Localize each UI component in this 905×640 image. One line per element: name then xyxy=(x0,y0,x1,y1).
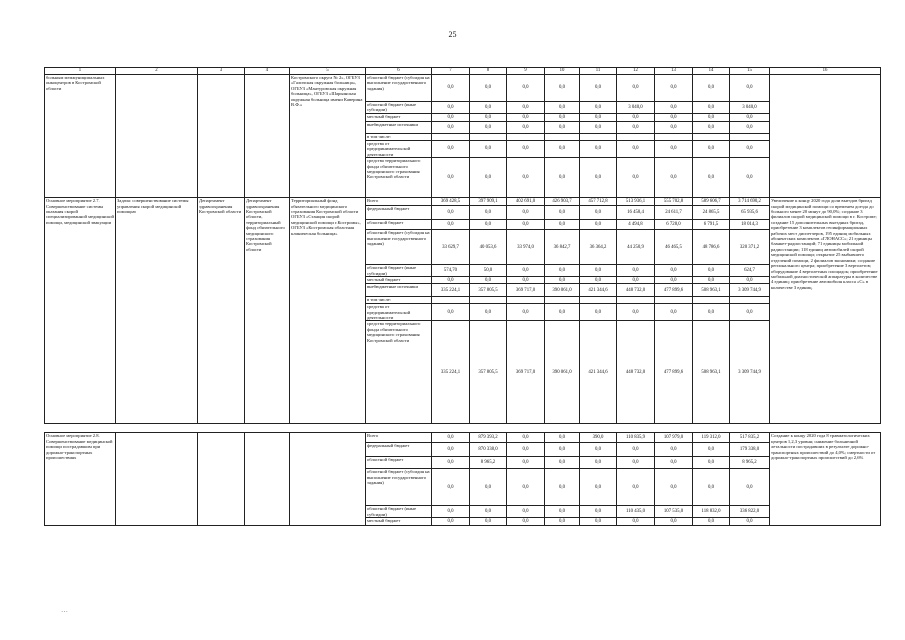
value-cell xyxy=(545,297,580,304)
value-cell: 0,0 xyxy=(693,457,730,469)
value-cell: 0,0 xyxy=(507,75,545,102)
value-cell: 0,0 xyxy=(545,277,580,284)
value-cell: 0,0 xyxy=(617,158,655,198)
value-cell: 179 338,0 xyxy=(730,443,770,457)
value-cell: 0,0 xyxy=(693,304,730,321)
value-cell: 0,0 xyxy=(470,158,507,198)
value-cell: 0,0 xyxy=(470,506,507,518)
value-cell: 44 250,9 xyxy=(617,230,655,265)
value-cell: 0,0 xyxy=(545,433,580,443)
value-cell: 0,0 xyxy=(655,304,693,321)
funding-source-cell: внебюджетные источники xyxy=(366,122,432,134)
value-cell: 0,0 xyxy=(545,102,580,114)
value-cell xyxy=(507,297,545,304)
value-cell xyxy=(655,297,693,304)
value-cell: 3 309 744,9 xyxy=(730,321,770,424)
value-cell: 0,0 xyxy=(617,457,655,469)
value-cell: 0,0 xyxy=(432,457,470,469)
value-cell: 369 717,0 xyxy=(507,321,545,424)
value-cell: 320 371,2 xyxy=(730,230,770,265)
value-cell xyxy=(545,134,580,141)
value-cell: 0,0 xyxy=(432,141,470,158)
value-cell: 0,0 xyxy=(545,469,580,506)
value-cell: 0,0 xyxy=(730,114,770,122)
value-cell: 110 835,9 xyxy=(617,433,655,443)
value-cell: 0,0 xyxy=(693,114,730,122)
value-cell: 24 611,7 xyxy=(655,206,693,220)
value-cell: 0,0 xyxy=(693,277,730,284)
column-number: 13 xyxy=(655,68,693,75)
value-cell: 0,0 xyxy=(730,141,770,158)
value-cell xyxy=(507,134,545,141)
value-cell: 0,0 xyxy=(432,158,470,198)
value-cell: 0,0 xyxy=(580,122,617,134)
value-cell: 36 364,2 xyxy=(580,230,617,265)
expected-result-cell: Увеличение к концу 2020 года доли выездов бригад скорой медицинской помощи со временем доезда до больного менее 20 минут до 90,0%; создание 3 филиалов скорой медицинской помощи в г. Костроме; создание 15 дополнительных выездных бригад, приобретение 3 комплектов геоинформационных рабочих мест диспетчеров, 195 единиц мобильных абонентских комплектов «ГЛОНАСС»; 21 единицы бланкет-радиостанций; 71 единицы мобильной радиостанции; 118 единиц автомобилей скорой медицинской помощи; открытие 25 выбывшего отделений помощи, 2 филиалов экономики; создание регионального центра; приобретение 3 вертолетов; оборудование 4 вертолетных площадок; приобретение мобильной диагностической аппаратуры в количестве 4 единиц; приобретение автомобиля класса «С» в количестве 3 единиц. xyxy=(770,198,881,424)
value-cell: 0,0 xyxy=(730,277,770,284)
value-cell: 0,0 xyxy=(470,102,507,114)
value-cell: 0,0 xyxy=(507,122,545,134)
value-cell: 0,0 xyxy=(655,75,693,102)
value-cell: 477 899,6 xyxy=(655,284,693,297)
value-cell: 8 965,2 xyxy=(470,457,507,469)
value-cell: 0,0 xyxy=(545,141,580,158)
task-cell xyxy=(116,75,198,198)
value-cell: 0,0 xyxy=(470,141,507,158)
value-cell: 0,0 xyxy=(655,443,693,457)
value-cell: 48 786,6 xyxy=(693,230,730,265)
value-cell: 50,0 xyxy=(470,265,507,277)
value-cell: 0,0 xyxy=(580,469,617,506)
value-cell: 0,0 xyxy=(507,206,545,220)
value-cell: 24 865,5 xyxy=(693,206,730,220)
value-cell: 6 791,5 xyxy=(693,220,730,230)
value-cell: 0,0 xyxy=(655,518,693,526)
value-cell: 0,0 xyxy=(507,141,545,158)
value-cell xyxy=(730,134,770,141)
value-cell: 0,0 xyxy=(655,102,693,114)
value-cell: 0,0 xyxy=(617,265,655,277)
table-row xyxy=(45,433,881,443)
value-cell: 0,0 xyxy=(432,304,470,321)
value-cell: 0,0 xyxy=(693,158,730,198)
value-cell: 0,0 xyxy=(617,518,655,526)
value-cell: 0,0 xyxy=(617,469,655,506)
value-cell: 40 053,6 xyxy=(470,230,507,265)
funding-source-cell: местный бюджет xyxy=(366,518,432,526)
value-cell: 517 835,2 xyxy=(730,433,770,443)
value-cell: 0,0 xyxy=(580,158,617,198)
column-number: 2 xyxy=(116,68,198,75)
funding-source-cell: областной бюджет (иные субсидии) xyxy=(366,506,432,518)
column-number: 4 xyxy=(245,68,290,75)
value-cell: 357 805,5 xyxy=(470,321,507,424)
value-cell: 426 903,7 xyxy=(545,198,580,206)
value-cell: 0,0 xyxy=(693,518,730,526)
column-number: 5 xyxy=(290,68,366,75)
value-cell: 508 963,1 xyxy=(693,321,730,424)
value-cell: 0,0 xyxy=(470,220,507,230)
value-cell: 46 465,5 xyxy=(655,230,693,265)
coordinator-cell xyxy=(198,75,245,198)
task-cell xyxy=(116,433,198,526)
column-number: 9 xyxy=(507,68,545,75)
funding-source-cell: внебюджетные источники xyxy=(366,284,432,297)
value-cell: 0,0 xyxy=(617,75,655,102)
value-cell xyxy=(693,134,730,141)
funding-source-cell: федеральный бюджет xyxy=(366,206,432,220)
value-cell: 0,0 xyxy=(693,75,730,102)
value-cell: 0,0 xyxy=(432,518,470,526)
column-number: 8 xyxy=(470,68,507,75)
value-cell: 0,0 xyxy=(580,102,617,114)
participant-cell: Территориальный фонд обязательного медицинского страхования Костромской области ОГБУЗ «Станция скорой медицинской помощи г.Костромы», ОГБУЗ «Костромская областная клиническая больница» xyxy=(290,198,366,424)
activity-name-cell: больным межмуниципальных онкоцентров в Костромской области xyxy=(45,75,116,198)
value-cell xyxy=(693,297,730,304)
value-cell: 0,0 xyxy=(432,102,470,114)
value-cell: 0,0 xyxy=(580,75,617,102)
funding-source-cell: федеральный бюджет xyxy=(366,443,432,457)
value-cell: 421 344,6 xyxy=(580,321,617,424)
value-cell: 0,0 xyxy=(470,518,507,526)
value-cell: 448 732,0 xyxy=(617,284,655,297)
value-cell: 335 224,1 xyxy=(432,284,470,297)
column-number: 7 xyxy=(432,68,470,75)
value-cell: 0,0 xyxy=(580,457,617,469)
funding-source-cell: Всего xyxy=(366,198,432,206)
funding-source-cell: областной бюджет (субсидия на выполнение государственного задания) xyxy=(366,75,432,102)
value-cell: 0,0 xyxy=(507,443,545,457)
page-mark: … xyxy=(61,606,68,614)
value-cell: 421 344,6 xyxy=(580,284,617,297)
value-cell: 369 717,0 xyxy=(507,284,545,297)
value-cell: 574,70 xyxy=(432,265,470,277)
value-cell xyxy=(470,297,507,304)
value-cell: 107 979,0 xyxy=(655,433,693,443)
value-cell: 0,0 xyxy=(655,277,693,284)
value-cell: 0,0 xyxy=(545,457,580,469)
value-cell: 0,0 xyxy=(545,75,580,102)
value-cell: 0,0 xyxy=(730,122,770,134)
value-cell: 0,0 xyxy=(545,304,580,321)
value-cell: 390 061,0 xyxy=(545,284,580,297)
funding-source-cell: средства территориального фонда обязательного медицинского страхования Костромской области xyxy=(366,158,432,198)
value-cell: 18 014,3 xyxy=(730,220,770,230)
value-cell: 0,0 xyxy=(655,141,693,158)
value-cell: 0,0 xyxy=(580,506,617,518)
value-cell: 0,0 xyxy=(580,141,617,158)
value-cell: 0,0 xyxy=(507,158,545,198)
value-cell: 0,0 xyxy=(432,506,470,518)
value-cell: 0,0 xyxy=(507,304,545,321)
value-cell: 0,0 xyxy=(730,158,770,198)
table-body xyxy=(45,68,881,526)
value-cell: 0,0 xyxy=(580,443,617,457)
value-cell: 0,0 xyxy=(580,265,617,277)
value-cell: 0,0 xyxy=(545,114,580,122)
value-cell: 0,0 xyxy=(507,433,545,443)
value-cell: 0,0 xyxy=(730,75,770,102)
value-cell: 33 974,0 xyxy=(507,230,545,265)
value-cell: 0,0 xyxy=(470,122,507,134)
value-cell: 16 458,4 xyxy=(617,206,655,220)
table-row xyxy=(45,198,881,206)
value-cell: 0,0 xyxy=(730,518,770,526)
funding-source-cell: средства территориального фонда обязательного медицинского страхования Костромской области xyxy=(366,321,432,424)
column-number: 6 xyxy=(366,68,432,75)
value-cell: 3 309 744,9 xyxy=(730,284,770,297)
value-cell: 0,0 xyxy=(470,206,507,220)
value-cell: 0,0 xyxy=(655,122,693,134)
value-cell: 0,0 xyxy=(507,457,545,469)
value-cell: 118 832,0 xyxy=(693,506,730,518)
value-cell: 0,0 xyxy=(693,265,730,277)
funding-source-cell: областной бюджет (иные субсидии) xyxy=(366,102,432,114)
value-cell: 457 712,8 xyxy=(580,198,617,206)
funding-source-cell: в том числе: xyxy=(366,134,432,141)
value-cell: 0,0 xyxy=(545,122,580,134)
value-cell: 0,0 xyxy=(507,220,545,230)
value-cell: 0,0 xyxy=(470,304,507,321)
value-cell: 3 714 690,2 xyxy=(730,198,770,206)
column-number: 14 xyxy=(693,68,730,75)
value-cell: 0,0 xyxy=(507,469,545,506)
value-cell: 4 494,8 xyxy=(617,220,655,230)
value-cell xyxy=(580,297,617,304)
value-cell: 477 899,6 xyxy=(655,321,693,424)
value-cell: 0,0 xyxy=(580,206,617,220)
value-cell: 0,0 xyxy=(507,277,545,284)
value-cell: 870 338,0 xyxy=(470,443,507,457)
budget-table xyxy=(44,67,881,526)
value-cell: 0,0 xyxy=(507,518,545,526)
value-cell: 36 842,7 xyxy=(545,230,580,265)
column-number: 1 xyxy=(45,68,116,75)
value-cell: 0,0 xyxy=(617,304,655,321)
activity-name-cell: Основное мероприятие 2.8. Совершенствование медицинской помощи пострадавшим при дорожно-транспортных происшествиях xyxy=(45,433,116,526)
value-cell: 0,0 xyxy=(545,443,580,457)
value-cell: 33 629,7 xyxy=(432,230,470,265)
funding-source-cell: средства от предпринимательской деятельности xyxy=(366,304,432,321)
column-number: 12 xyxy=(617,68,655,75)
value-cell: 390 061,0 xyxy=(545,321,580,424)
task-cell: Задача: совершенствование системы управления скорой медицинской помощью xyxy=(116,198,198,424)
column-number: 3 xyxy=(198,68,245,75)
page-number: 25 xyxy=(448,30,457,39)
executor-cell xyxy=(245,433,290,526)
value-cell: 0,0 xyxy=(507,265,545,277)
column-number-row xyxy=(45,68,881,75)
value-cell: 624,7 xyxy=(730,265,770,277)
coordinator-cell xyxy=(198,433,245,526)
value-cell: 0,0 xyxy=(545,220,580,230)
value-cell xyxy=(432,134,470,141)
value-cell: 0,0 xyxy=(730,304,770,321)
value-cell: 357 805,5 xyxy=(470,284,507,297)
funding-source-cell: местный бюджет xyxy=(366,277,432,284)
value-cell: 6 728,0 xyxy=(655,220,693,230)
value-cell: 110 435,0 xyxy=(617,506,655,518)
value-cell: 3 040,0 xyxy=(617,102,655,114)
executor-cell: Департамент здравоохранения Костромской области, территориальный фонд обязательного медицинского страхования Костромской области xyxy=(245,198,290,424)
expected-result-cell xyxy=(770,75,881,198)
value-cell: 402 691,0 xyxy=(507,198,545,206)
value-cell: 448 732,0 xyxy=(617,321,655,424)
value-cell xyxy=(730,297,770,304)
value-cell: 0,0 xyxy=(432,114,470,122)
value-cell: 0,0 xyxy=(545,206,580,220)
expected-result-cell: Создание к концу 2020 года 8 травматологических центров 1,2,3 уровня; снижение больничной летальности пострадавших в результате дорожно-транспортных происшествий до 4,0%; смертности от дорожно-транспортных происшествий до 2,6% xyxy=(770,433,881,526)
funding-source-cell: областной бюджет (субсидия на выполнение государственного задания) xyxy=(366,230,432,265)
column-number: 16 xyxy=(770,68,881,75)
value-cell: 390,0 xyxy=(580,433,617,443)
column-number: 11 xyxy=(580,68,617,75)
column-number: 15 xyxy=(730,68,770,75)
block-spacer xyxy=(45,424,881,433)
table-row xyxy=(45,75,881,102)
value-cell: 0,0 xyxy=(545,506,580,518)
spacer-cell xyxy=(45,424,881,433)
value-cell: 0,0 xyxy=(617,141,655,158)
value-cell: 0,0 xyxy=(432,220,470,230)
funding-source-cell: Всего xyxy=(366,433,432,443)
value-cell: 0,0 xyxy=(470,469,507,506)
value-cell: 555 702,8 xyxy=(655,198,693,206)
value-cell: 0,0 xyxy=(580,114,617,122)
participant-cell xyxy=(290,433,366,526)
value-cell: 0,0 xyxy=(432,122,470,134)
value-cell: 3 040,0 xyxy=(730,102,770,114)
value-cell: 0,0 xyxy=(655,158,693,198)
funding-source-cell: областной бюджет xyxy=(366,457,432,469)
value-cell: 0,0 xyxy=(617,114,655,122)
value-cell: 336 822,0 xyxy=(730,506,770,518)
value-cell: 0,0 xyxy=(432,277,470,284)
value-cell: 0,0 xyxy=(580,220,617,230)
value-cell: 589 606,7 xyxy=(693,198,730,206)
value-cell: 0,0 xyxy=(545,158,580,198)
value-cell: 0,0 xyxy=(580,518,617,526)
activity-name-cell: Основное мероприятие 2.7. Совершенствование системы оказания скорой специализированной медицинской помощи, медицинской эвакуации xyxy=(45,198,116,424)
value-cell: 0,0 xyxy=(693,141,730,158)
value-cell: 879 393,2 xyxy=(470,433,507,443)
value-cell: 0,0 xyxy=(470,114,507,122)
value-cell: 0,0 xyxy=(545,265,580,277)
value-cell: 0,0 xyxy=(470,277,507,284)
value-cell: 0,0 xyxy=(507,114,545,122)
value-cell: 0,0 xyxy=(470,75,507,102)
executor-cell xyxy=(245,75,290,198)
value-cell: 107 535,0 xyxy=(655,506,693,518)
value-cell: 0,0 xyxy=(580,277,617,284)
value-cell: 397 909,1 xyxy=(470,198,507,206)
value-cell xyxy=(617,297,655,304)
value-cell: 8 965,2 xyxy=(730,457,770,469)
value-cell: 0,0 xyxy=(545,518,580,526)
value-cell: 0,0 xyxy=(617,443,655,457)
funding-source-cell: областной бюджет (иные субсидии) xyxy=(366,265,432,277)
column-number: 10 xyxy=(545,68,580,75)
value-cell: 0,0 xyxy=(655,114,693,122)
value-cell: 508 963,1 xyxy=(693,284,730,297)
value-cell: 369 428,5 xyxy=(432,198,470,206)
value-cell xyxy=(432,297,470,304)
value-cell: 0,0 xyxy=(693,102,730,114)
value-cell: 0,0 xyxy=(432,443,470,457)
value-cell: 335 224,1 xyxy=(432,321,470,424)
value-cell: 0,0 xyxy=(693,122,730,134)
funding-source-cell: областной бюджет xyxy=(366,220,432,230)
coordinator-cell: Департамент здравоохранения Костромской области xyxy=(198,198,245,424)
funding-source-cell: средства от предпринимательской деятельности xyxy=(366,141,432,158)
value-cell: 0,0 xyxy=(432,75,470,102)
value-cell: 119 312,0 xyxy=(693,433,730,443)
value-cell: 0,0 xyxy=(693,469,730,506)
participant-cell: Костромского округа № 2», ОГБУЗ «Галичская окружная больница», ОГБУЗ «Мантуровская окружная больница», ОГБУЗ «Шарьинская окружная больница имени Каверина В.Ф.» xyxy=(290,75,366,198)
funding-source-cell: местный бюджет xyxy=(366,114,432,122)
value-cell: 0,0 xyxy=(617,122,655,134)
value-cell: 0,0 xyxy=(617,277,655,284)
value-cell: 0,0 xyxy=(730,469,770,506)
value-cell xyxy=(580,134,617,141)
value-cell xyxy=(617,134,655,141)
value-cell xyxy=(470,134,507,141)
value-cell xyxy=(655,134,693,141)
value-cell: 0,0 xyxy=(507,102,545,114)
funding-source-cell: областной бюджет (субсидия на выполнение государственного задания) xyxy=(366,469,432,506)
value-cell: 0,0 xyxy=(432,206,470,220)
value-cell: 0,0 xyxy=(655,469,693,506)
value-cell: 0,0 xyxy=(507,506,545,518)
value-cell: 513 936,1 xyxy=(617,198,655,206)
funding-source-cell: в том числе: xyxy=(366,297,432,304)
value-cell: 0,0 xyxy=(693,443,730,457)
value-cell: 0,0 xyxy=(580,304,617,321)
value-cell: 0,0 xyxy=(655,457,693,469)
value-cell: 65 935,6 xyxy=(730,206,770,220)
value-cell: 0,0 xyxy=(432,433,470,443)
value-cell: 0,0 xyxy=(432,469,470,506)
value-cell: 0,0 xyxy=(655,265,693,277)
